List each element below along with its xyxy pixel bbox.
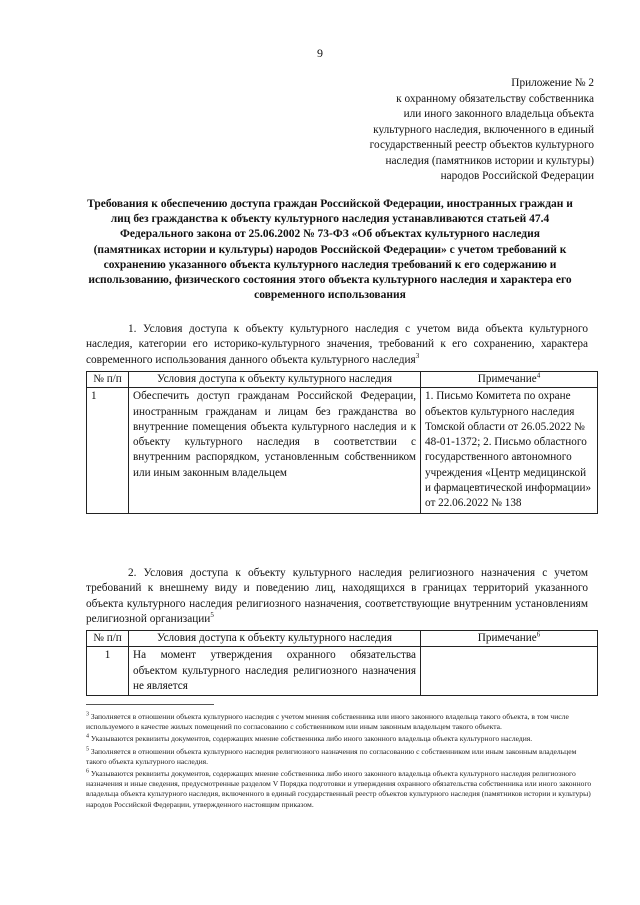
header-note-label: Примечание — [477, 632, 537, 644]
footnote-number: 5 — [86, 746, 89, 753]
footnote — [86, 747, 598, 767]
page-number: 9 — [317, 46, 323, 60]
footnote — [86, 712, 598, 732]
footnote-number: 4 — [86, 733, 89, 740]
access-conditions-table-2 — [86, 630, 598, 696]
section-2-text: 2. Условия доступа к объекту культурного наследия религиозного назначения с учетом требований к внешнему виду и поведению лиц, находящихся в границах территорий указанного объекта культурного наследия религиозного назначения, соответствующие внутренним установлениям религиозной организации — [86, 567, 588, 626]
row-conditions: Обеспечить доступ гражданам Российской Федерации, иностранным гражданам и лицам без гражданства во внутренние помещения объекта культурного наследия и к объекту культурного наследия в соответствии с внутренним распорядком, установленным собственником или иным законным владельцем — [129, 388, 421, 513]
header-note-label: Примечание — [477, 373, 537, 385]
footnote-number: 3 — [86, 711, 89, 718]
header-note — [421, 631, 598, 647]
appendix-line: или иного законного владельца объекта — [403, 108, 594, 120]
table-row — [87, 647, 598, 696]
appendix-line: народов Российской Федерации — [440, 170, 594, 182]
table-row — [87, 388, 598, 513]
section-2-intro — [86, 566, 588, 628]
footnote-ref[interactable]: 4 — [536, 371, 541, 380]
section-1-intro — [86, 322, 588, 368]
document-title: Требования к обеспечению доступа граждан Российской Федерации, иностранных граждан и лиц без гражданства к объекту культурного наследия устанавливаются статьей 47.4 Федерального закона от 25.06.2002 № 73-ФЗ «Об объектах культурного наследия (памятниках истории и культуры) народов Российской Федерации» с учетом требований к сохранению указанного объекта культурного наследия требований к его содержанию и использованию, физического состояния этого объекта культурного наследия и характера его современного использования — [87, 198, 573, 302]
header-conditions: Условия доступа к объекту культурного наследия — [129, 631, 421, 647]
footnote-text: Указываются реквизиты документов, содержащих мнение собственника либо иного законного владельца объекта культурного наследия религиозного назначения и иные сведения, предусмотренные разделом V Порядка подготовки и утверждения охранного обязательства собственника или иного законного владельца объекта культурного наследия, включенного в единый государственный реестр объектов культурного наследия (памятников истории и культуры) народов Российской Федерации, утвержденного настоящим приказом. — [86, 769, 592, 809]
row-note — [421, 647, 598, 696]
row-conditions: На момент утверждения охранного обязательства объектом культурного наследия религиозного назначения не является — [129, 647, 421, 696]
section-1-text: 1. Условия доступа к объекту культурного наследия с учетом вида объекта культурного наследия, категории его историко-культурного значения, требований к его сохранению, характера современного использования данного объекта культурного наследия — [86, 323, 588, 366]
footnote — [86, 734, 598, 744]
header-num: № п/п — [87, 631, 129, 647]
footnote-number: 6 — [86, 768, 89, 775]
appendix-line: Приложение № 2 — [511, 77, 594, 89]
appendix-line: культурного наследия, включенного в единый — [373, 123, 594, 136]
footnotes — [86, 712, 598, 812]
header-num: № п/п — [87, 372, 129, 388]
appendix-line: государственный реестр объектов культурного — [369, 139, 594, 151]
header-note — [421, 372, 598, 388]
appendix-line: наследия (памятников истории и культуры) — [385, 154, 594, 167]
appendix-line: к охранному обязательству собственника — [396, 92, 594, 105]
row-note: 1. Письмо Комитета по охране объектов культурного наследия Томской области от 26.05.2022 № 48-01-1372; 2. Письмо областного государственного автономного учреждения «Центр медицинской и фармацевтической информации» от 22.06.2022 № 138 — [421, 388, 598, 513]
footnote — [86, 769, 598, 810]
row-num: 1 — [87, 647, 129, 696]
footnote-ref[interactable]: 6 — [536, 630, 541, 639]
table-header-row — [87, 372, 598, 388]
footnote-ref[interactable]: 3 — [415, 352, 420, 361]
appendix-header — [294, 76, 594, 185]
table-header-row — [87, 631, 598, 647]
footnote-text: Указываются реквизиты документов, содержащих мнение собственника либо иного законного владельца объекта культурного наследия. — [90, 734, 533, 744]
footnote-text: Заполняется в отношении объекта культурного наследия с учетом мнения собственника или иного законного владельца такого объекта, в том числе используемого в качестве жилых помещений по согласованию с собственником или иным законным владельцем такого объекта. — [86, 712, 569, 732]
header-conditions: Условия доступа к объекту культурного наследия — [129, 372, 421, 388]
access-conditions-table-1 — [86, 371, 598, 514]
row-num: 1 — [87, 388, 129, 513]
footnote-ref[interactable]: 5 — [210, 611, 214, 620]
footnote-separator — [86, 704, 214, 705]
footnote-text: Заполняется в отношении объекта культурного наследия религиозного назначения по согласованию с собственником или иным законным владельцем такого объекта культурного наследия. — [86, 746, 577, 766]
